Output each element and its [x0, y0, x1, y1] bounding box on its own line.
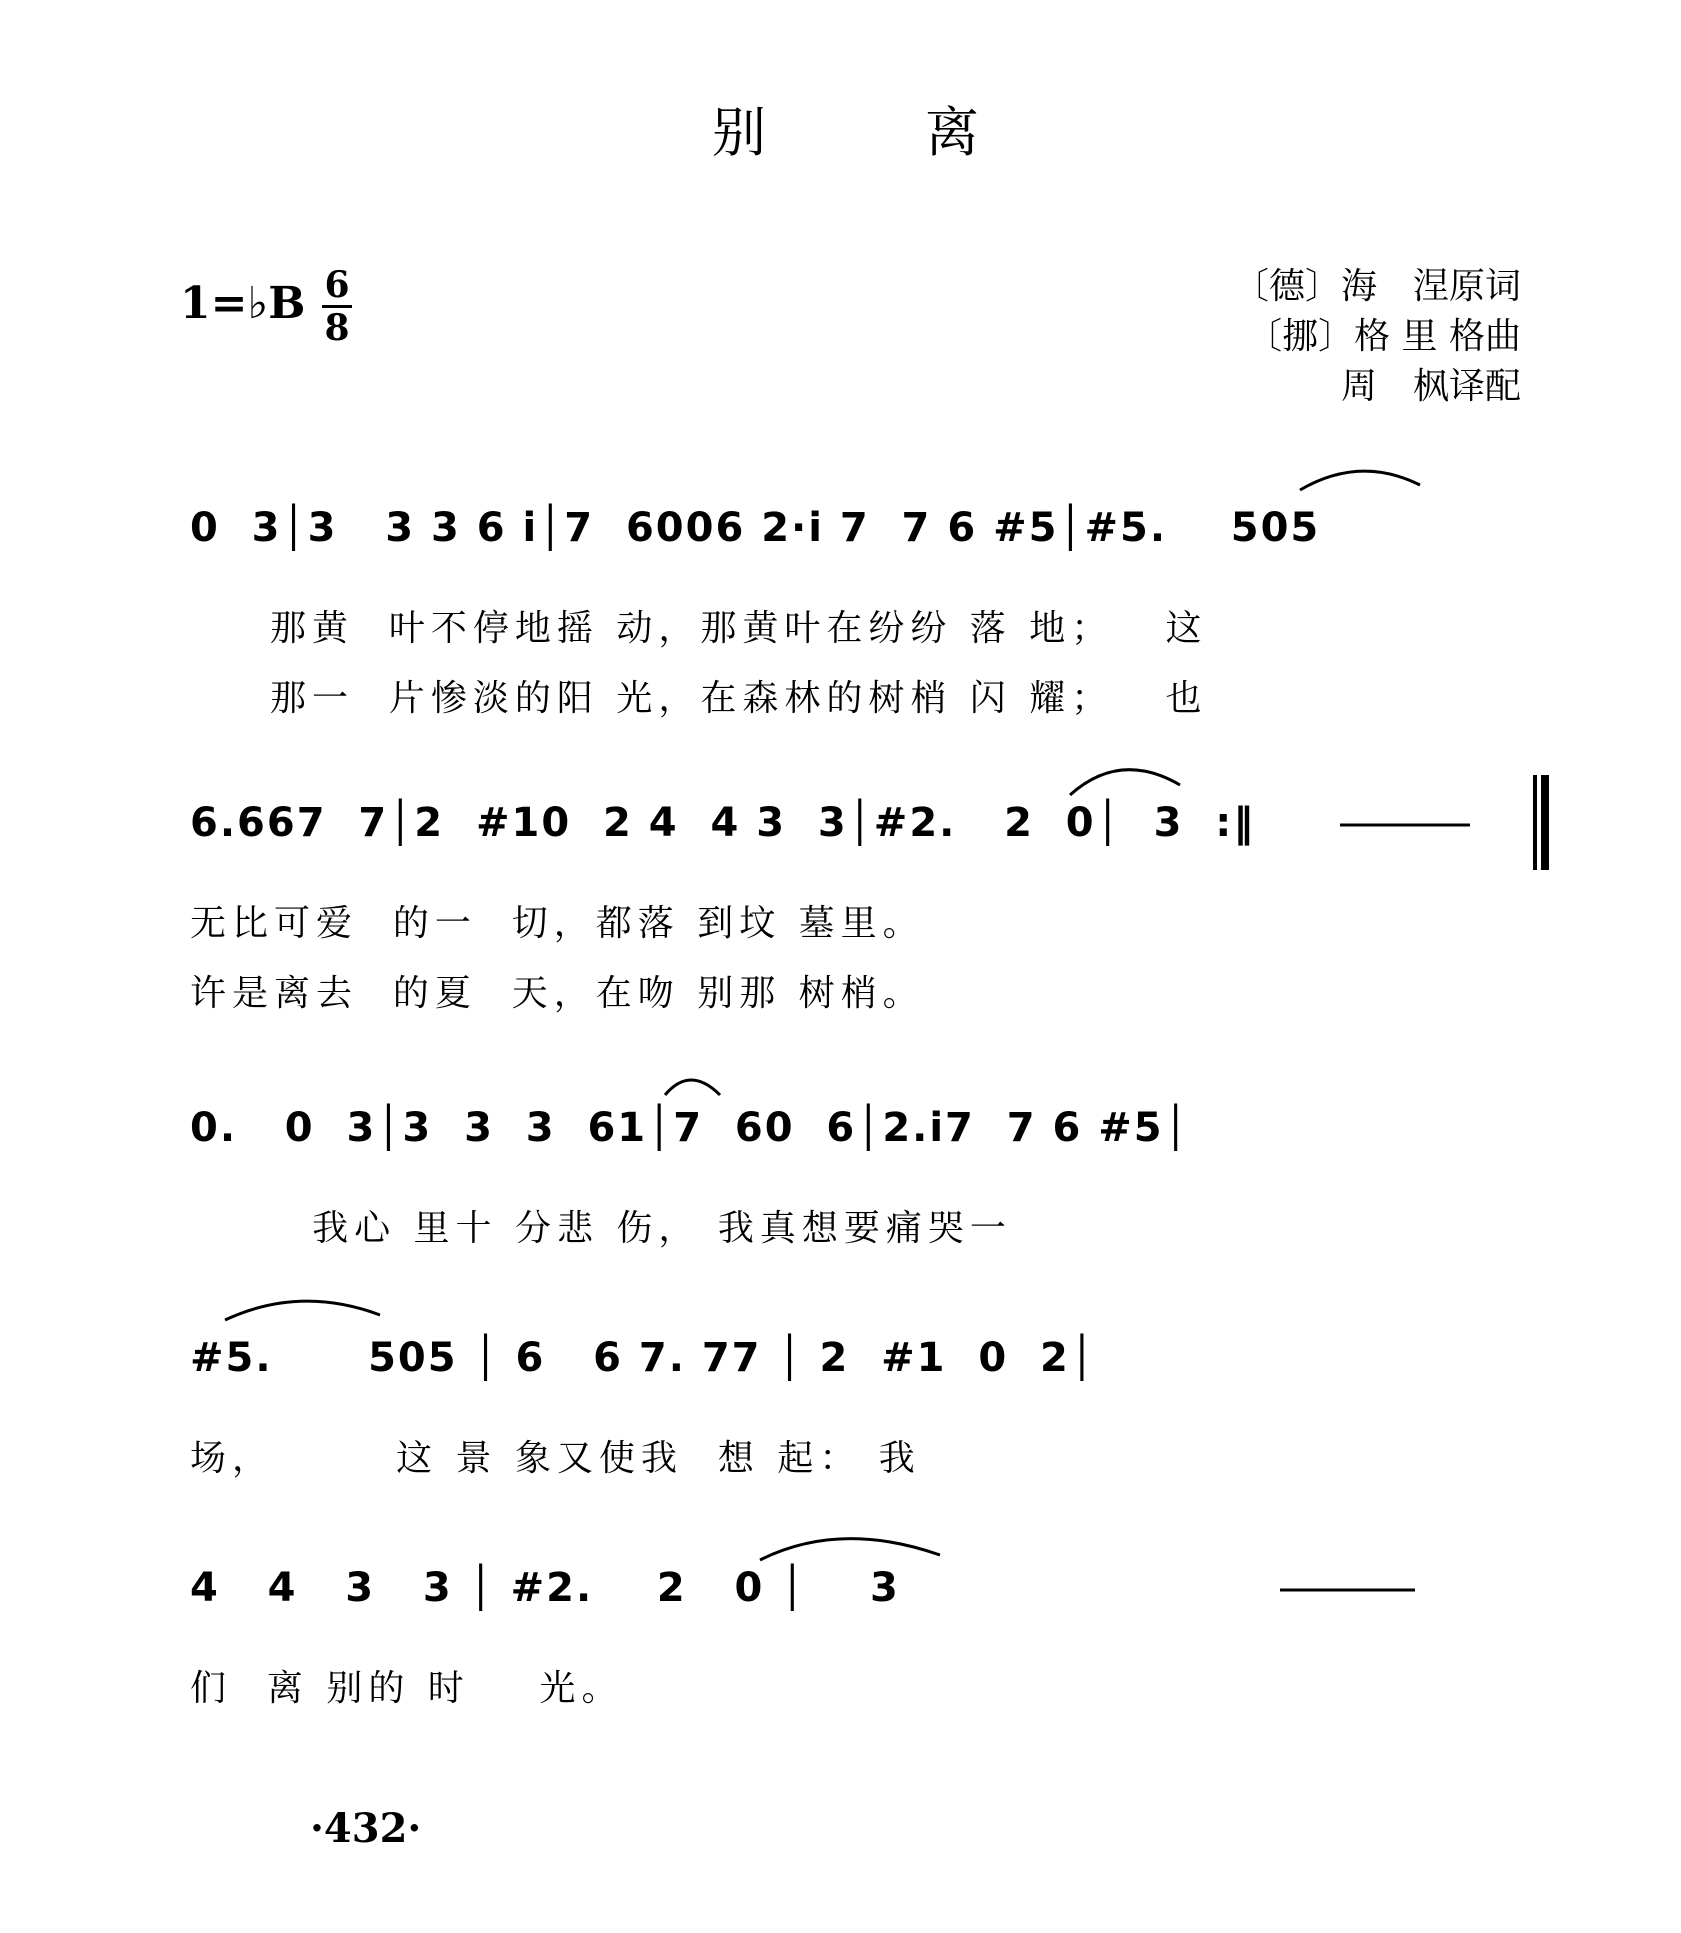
credit-translator: 周 枫译配 [1340, 366, 1521, 407]
lyrics-row-1-verse-2: 那一 片惨淡的阳 光，在森林的树梢 闪 耀； 也 [270, 678, 1208, 719]
lyrics-row-5: 们 离 别的 时 光。 [190, 1668, 624, 1709]
time-signature-bottom: 8 [324, 307, 350, 349]
notes-row-1: 0 3│3 3 3 6 i│7 6006 2·i 7 7 6 #5│#5. 505 [190, 505, 1321, 551]
title-char-2: 离 [925, 101, 979, 164]
page-number: ·432· [310, 1805, 422, 1852]
time-signature-top: 6 [324, 264, 350, 306]
notes-row-2: 6.667 7│2 #10 2 4 4 3 3│#2. 2 0│ 3 :‖ [190, 800, 1256, 846]
slur-1 [1300, 471, 1420, 490]
key-signature: 1=♭B [180, 278, 306, 329]
credit-composer: 〔挪〕格 里 格曲 [1246, 316, 1521, 357]
lyrics-row-1-verse-1: 那黄 叶不停地摇 动，那黄叶在纷纷 落 地； 这 [270, 608, 1208, 649]
lyrics-row-2-verse-1: 无比可爱 的一 切，都落 到坟 墓里。 [190, 903, 925, 944]
slur-3 [665, 1080, 720, 1095]
title-char-1: 别 [712, 101, 766, 164]
notes-row-5: 4 4 3 3 │ #2. 2 0 │ 3 [190, 1565, 900, 1611]
slur-5 [760, 1539, 940, 1560]
slur-2 [1070, 770, 1180, 795]
lyrics-row-3: 我心 里十 分悲 伤， 我真想要痛哭一 [190, 1208, 1012, 1249]
slur-4 [225, 1301, 380, 1320]
lyrics-row-4: 场， 这 景 象又使我 想 起： 我 [190, 1438, 921, 1479]
lyrics-row-2-verse-2: 许是离去 的夏 天，在吻 别那 树梢。 [190, 973, 925, 1014]
notes-row-3: 0. 0 3│3 3 3 61│7 60 6│2.i7 7 6 #5│ [190, 1105, 1190, 1151]
credit-lyricist: 〔德〕海 涅原词 [1232, 266, 1521, 307]
notes-row-4: #5. 505 │ 6 6 7. 77 │ 2 #1 0 2│ [190, 1335, 1096, 1381]
